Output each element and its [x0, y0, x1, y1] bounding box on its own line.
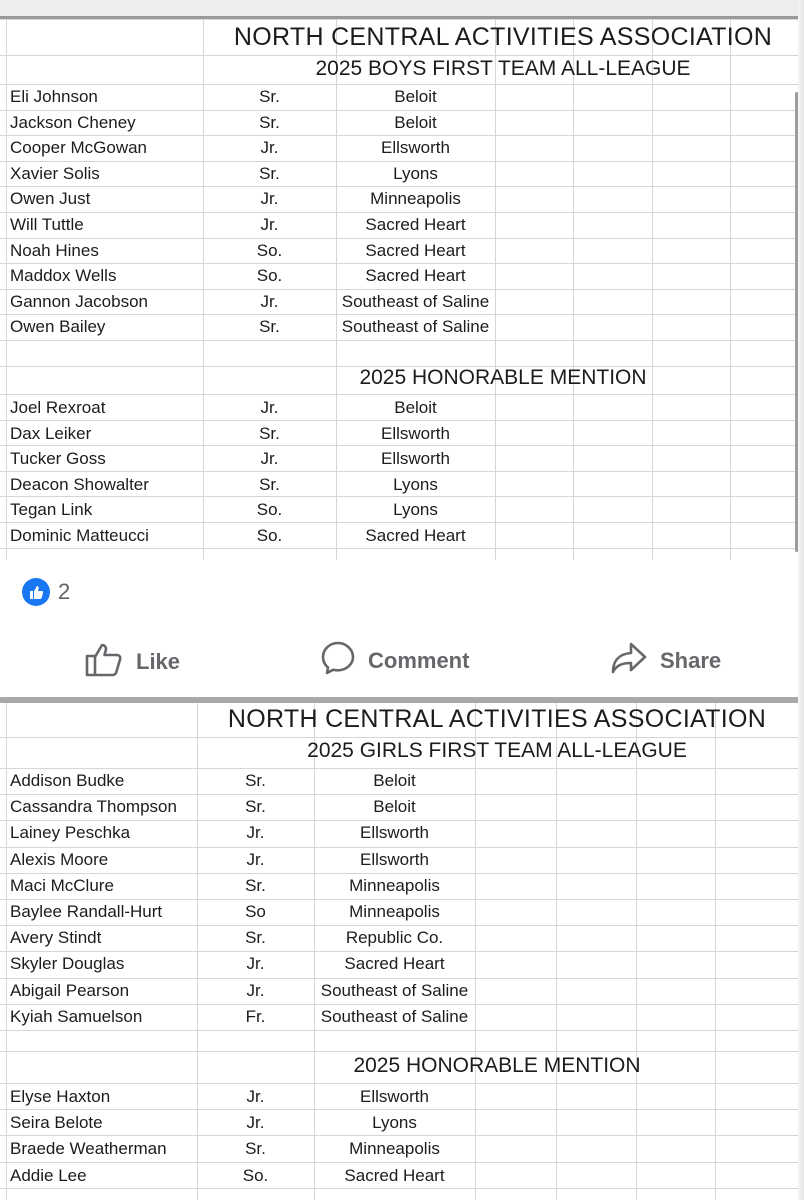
player-class: Jr.	[246, 980, 265, 1000]
share-button[interactable]	[610, 640, 721, 682]
reaction-summary[interactable]	[22, 578, 70, 606]
player-class: Sr.	[245, 771, 266, 790]
sheet-separator	[0, 697, 804, 703]
player-school: Sacred Heart	[365, 240, 466, 260]
player-school: Southeast of Saline	[320, 980, 469, 1000]
player-name: Cassandra Thompson	[10, 797, 177, 817]
player-name: Maddox Wells	[10, 266, 117, 286]
player-school: Beloit	[394, 112, 437, 132]
player-school: Southeast of Saline	[320, 1006, 469, 1026]
player-name: Lainey Peschka	[10, 823, 131, 843]
grid-row-line	[0, 19, 804, 20]
sheet-title: NORTH CENTRAL ACTIVITIES ASSOCIATION	[227, 705, 767, 733]
player-school: Lyons	[393, 500, 438, 520]
player-name: Tucker Goss	[10, 449, 106, 469]
player-school: Beloit	[373, 771, 416, 790]
player-name: Gannon Jacobson	[10, 291, 148, 311]
player-school: Minneapolis	[349, 875, 440, 895]
player-name: Eli Johnson	[10, 87, 98, 106]
first-team-heading: 2025 GIRLS FIRST TEAM ALL-LEAGUE	[307, 739, 687, 762]
boys-spreadsheet-image	[0, 0, 804, 560]
player-school: Southeast of Saline	[341, 317, 490, 337]
player-class: Jr.	[246, 1113, 265, 1133]
player-class: Jr.	[246, 1087, 265, 1106]
player-school: Minneapolis	[349, 902, 440, 921]
honorable-mention-heading: 2025 HONORABLE MENTION	[359, 366, 647, 389]
honorable-mention-heading: 2025 HONORABLE MENTION	[353, 1054, 641, 1077]
reaction-count: 2	[58, 579, 71, 604]
player-class: So.	[256, 266, 283, 286]
player-class: Jr.	[246, 823, 265, 843]
right-edge-shadow	[798, 0, 804, 1200]
player-name: Baylee Randall-Hurt	[10, 902, 163, 921]
player-class: Jr.	[260, 291, 279, 311]
player-class: Jr.	[260, 189, 279, 209]
comment-label: Comment	[368, 648, 470, 673]
player-school: Sacred Heart	[365, 215, 466, 234]
player-name: Maci McClure	[10, 875, 114, 895]
sheet-title: NORTH CENTRAL ACTIVITIES ASSOCIATION	[233, 23, 773, 51]
player-class: Sr.	[245, 875, 266, 895]
player-name: Jackson Cheney	[10, 112, 136, 132]
player-name: Xavier Solis	[10, 163, 100, 183]
player-class: Sr.	[259, 423, 280, 443]
player-class: Sr.	[259, 87, 280, 106]
player-name: Kyiah Samuelson	[10, 1006, 143, 1026]
player-class: Fr.	[245, 1006, 266, 1026]
player-school: Sacred Heart	[365, 526, 466, 545]
grid-row-line	[0, 1030, 804, 1031]
player-class: So.	[256, 240, 283, 260]
player-class: Jr.	[260, 449, 279, 469]
player-name: Owen Bailey	[10, 317, 106, 337]
player-school: Ellsworth	[381, 138, 450, 158]
player-name: Joel Rexroat	[10, 398, 106, 417]
player-name: Seira Belote	[10, 1113, 103, 1133]
player-school: Sacred Heart	[344, 1165, 445, 1185]
player-name: Addison Budke	[10, 771, 125, 790]
first-team-heading: 2025 BOYS FIRST TEAM ALL-LEAGUE	[315, 57, 691, 80]
player-name: Elyse Haxton	[10, 1087, 111, 1106]
player-name: Dominic Matteucci	[10, 526, 149, 545]
player-school: Ellsworth	[360, 823, 429, 843]
player-name: Noah Hines	[10, 240, 99, 260]
comment-bubble-icon	[320, 640, 356, 682]
player-school: Ellsworth	[360, 1087, 429, 1106]
girls-spreadsheet-image	[0, 697, 804, 1200]
player-class: Jr.	[246, 849, 265, 869]
player-school: Sacred Heart	[344, 954, 445, 974]
player-school: Beloit	[373, 797, 416, 817]
player-class: Sr.	[259, 317, 280, 337]
like-button[interactable]	[84, 640, 180, 684]
player-name: Deacon Showalter	[10, 474, 149, 494]
player-name: Braede Weatherman	[10, 1139, 167, 1159]
player-school: Republic Co.	[345, 928, 444, 948]
player-class: Sr.	[259, 112, 280, 132]
player-class: Sr.	[259, 163, 280, 183]
player-class: Jr.	[260, 215, 279, 234]
player-name: Abigail Pearson	[10, 980, 130, 1000]
player-school: Minneapolis	[349, 1139, 440, 1159]
player-class: So	[245, 902, 266, 921]
player-school: Lyons	[393, 474, 438, 494]
player-class: Sr.	[245, 928, 266, 948]
player-school: Ellsworth	[360, 849, 429, 869]
player-school: Lyons	[393, 163, 438, 183]
thumbs-up-icon	[84, 640, 124, 684]
player-name: Owen Just	[10, 189, 91, 209]
player-class: So.	[256, 526, 283, 545]
player-name: Will Tuttle	[10, 215, 84, 234]
like-reaction-icon	[22, 578, 50, 606]
player-name: Skyler Douglas	[10, 954, 125, 974]
share-arrow-icon	[610, 640, 648, 682]
player-school: Beloit	[394, 87, 437, 106]
comment-button[interactable]	[320, 640, 469, 682]
share-label: Share	[660, 648, 722, 673]
player-name: Alexis Moore	[10, 849, 109, 869]
player-class: Sr.	[245, 1139, 266, 1159]
like-label: Like	[136, 649, 181, 674]
player-class: Sr.	[259, 474, 280, 494]
grid-row-line	[0, 55, 804, 56]
player-school: Ellsworth	[381, 423, 450, 443]
player-name: Dax Leiker	[10, 423, 92, 443]
player-name: Avery Stindt	[10, 928, 102, 948]
player-class: Sr.	[245, 797, 266, 817]
player-class: Jr.	[260, 138, 279, 158]
player-name: Tegan Link	[10, 500, 93, 520]
player-school: Ellsworth	[381, 449, 450, 469]
player-school: Lyons	[372, 1113, 417, 1133]
player-school: Southeast of Saline	[341, 291, 490, 311]
sheet-top-border	[0, 0, 804, 19]
player-school: Minneapolis	[370, 189, 461, 209]
player-class: So.	[242, 1165, 269, 1185]
player-class: Jr.	[260, 398, 279, 417]
player-class: So.	[256, 500, 283, 520]
player-school: Sacred Heart	[365, 266, 466, 286]
player-school: Beloit	[394, 398, 437, 417]
player-name: Cooper McGowan	[10, 138, 148, 158]
grid-row-line	[0, 737, 804, 738]
player-class: Jr.	[246, 954, 265, 974]
grid-row-line	[0, 1051, 804, 1052]
player-name: Addie Lee	[10, 1165, 87, 1185]
